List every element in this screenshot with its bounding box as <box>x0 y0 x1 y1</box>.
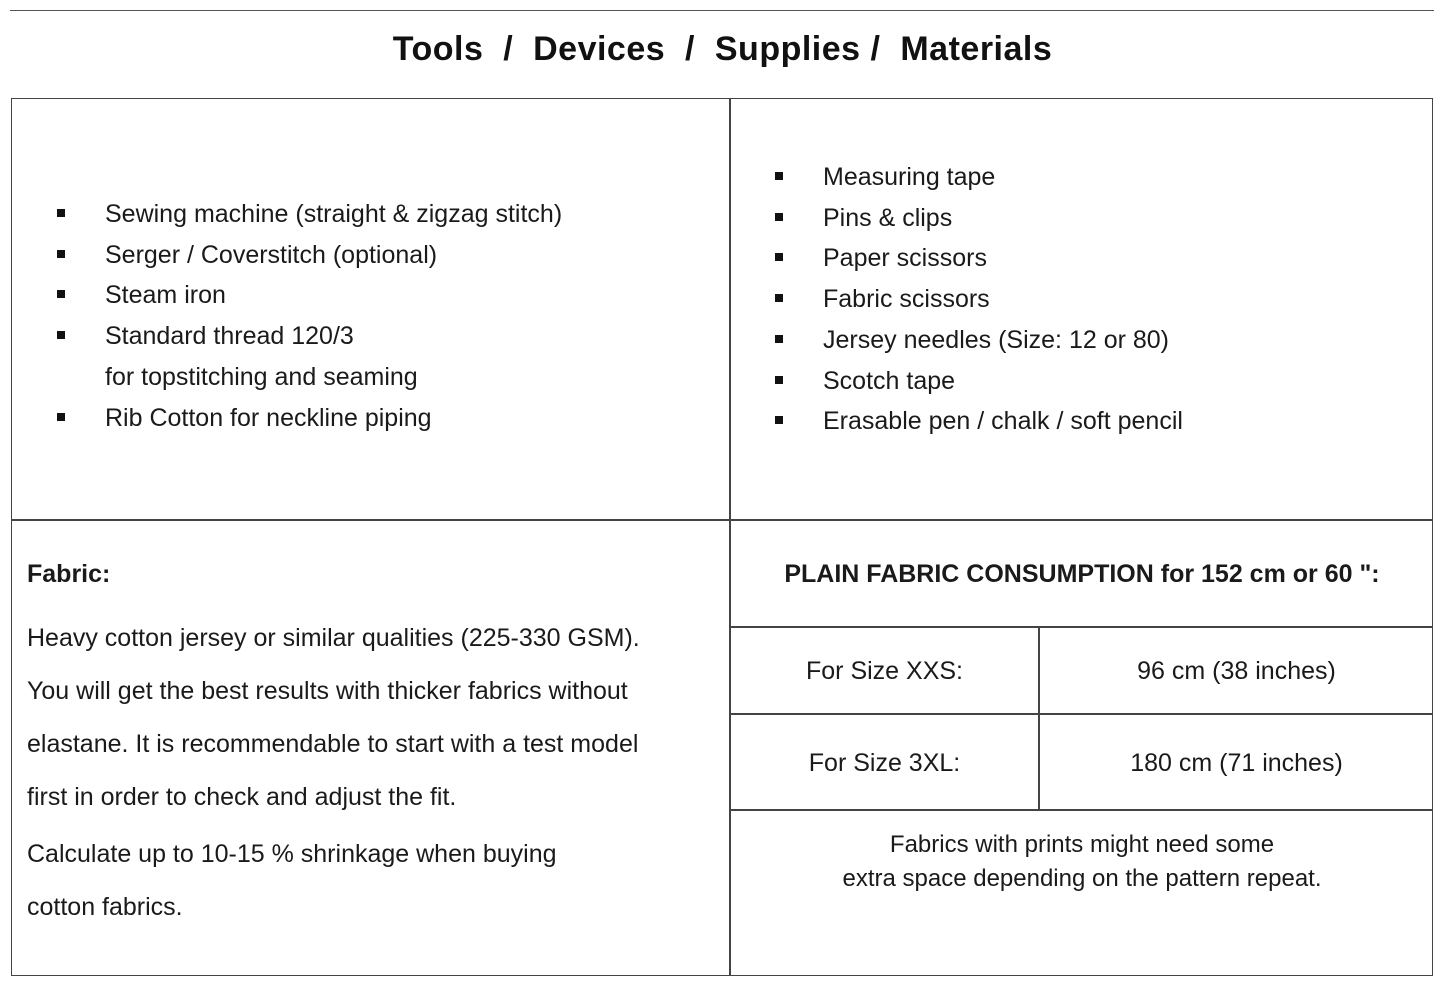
list-item <box>775 320 1415 361</box>
tool-label: Rib Cotton for neckline piping <box>105 403 432 432</box>
supply-label: Pins & clips <box>823 203 953 232</box>
amount-cell: 96 cm (38 inches) <box>1137 657 1336 685</box>
bullet-icon <box>775 172 783 180</box>
list-item <box>775 401 1415 442</box>
list-item <box>57 316 717 397</box>
list-item <box>775 279 1415 320</box>
shrinkage-line: cotton fabrics. <box>27 893 183 921</box>
size-cell: For Size 3XL: <box>808 749 961 777</box>
bullet-icon <box>775 294 783 302</box>
shrinkage-line: Calculate up to 10-15 % shrinkage when buying <box>27 840 557 868</box>
size-cell: For Size XXS: <box>806 657 963 685</box>
fabric-line: elastane. It is recommendable to start with a test model <box>27 730 639 758</box>
top-divider <box>10 10 1434 11</box>
fabric-description <box>27 612 717 824</box>
row-divider <box>11 519 1433 521</box>
supply-label: Measuring tape <box>823 163 996 191</box>
bullet-icon <box>57 331 65 339</box>
fabric-line: Heavy cotton jersey or similar qualities (225-330 GSM). <box>27 624 640 652</box>
note-line: extra space depending on the pattern repeat. <box>842 865 1322 892</box>
supplies-list <box>775 157 1415 442</box>
fabric-line: first in order to check and adjust the fit. <box>27 783 457 811</box>
bullet-icon <box>57 413 65 421</box>
bullet-icon <box>57 209 65 217</box>
tools-list <box>57 194 717 438</box>
amount-cell: 180 cm (71 inches) <box>1130 749 1343 777</box>
list-item <box>57 275 717 316</box>
supply-label: Erasable pen / chalk / soft pencil <box>823 407 1183 436</box>
list-item <box>57 398 717 439</box>
tool-label: Serger / Coverstitch (optional) <box>105 240 438 269</box>
tool-label: Standard thread 120/3 <box>105 322 354 351</box>
supply-label: Paper scissors <box>823 244 987 273</box>
list-item <box>57 235 717 276</box>
bullet-icon <box>57 290 65 298</box>
tool-label: Steam iron <box>105 281 226 310</box>
consumption-column-divider <box>1038 626 1040 810</box>
consumption-row-divider <box>729 713 1433 715</box>
list-item <box>775 238 1415 279</box>
bullet-icon <box>775 253 783 261</box>
consumption-heading: PLAIN FABRIC CONSUMPTION for 152 cm or 60 ": <box>784 560 1380 588</box>
bullet-icon <box>775 416 783 424</box>
bullet-icon <box>775 213 783 221</box>
consumption-header-divider <box>729 626 1433 628</box>
list-item <box>57 194 717 235</box>
fabric-line: You will get the best results with thicker fabrics without <box>27 677 628 705</box>
shrinkage-note <box>27 828 717 934</box>
list-item <box>775 361 1415 402</box>
bullet-icon <box>775 376 783 384</box>
supply-label: Jersey needles (Size: 12 or 80) <box>823 325 1170 354</box>
supply-label: Fabric scissors <box>823 285 990 314</box>
bullet-icon <box>775 335 783 343</box>
fabric-heading: Fabric: <box>27 560 111 588</box>
bullet-icon <box>57 250 65 258</box>
list-item <box>775 198 1415 239</box>
tool-label: Sewing machine (straight & zigzag stitch) <box>105 200 563 228</box>
consumption-note-divider <box>729 809 1433 811</box>
print-fabric-note <box>731 828 1433 896</box>
supply-label: Scotch tape <box>823 366 956 395</box>
list-item <box>775 157 1415 198</box>
page-title: Tools / Devices / Supplies / Materials <box>392 30 1053 68</box>
note-line: Fabrics with prints might need some <box>889 831 1275 858</box>
tool-label-continuation: for topstitching and seaming <box>105 362 418 391</box>
